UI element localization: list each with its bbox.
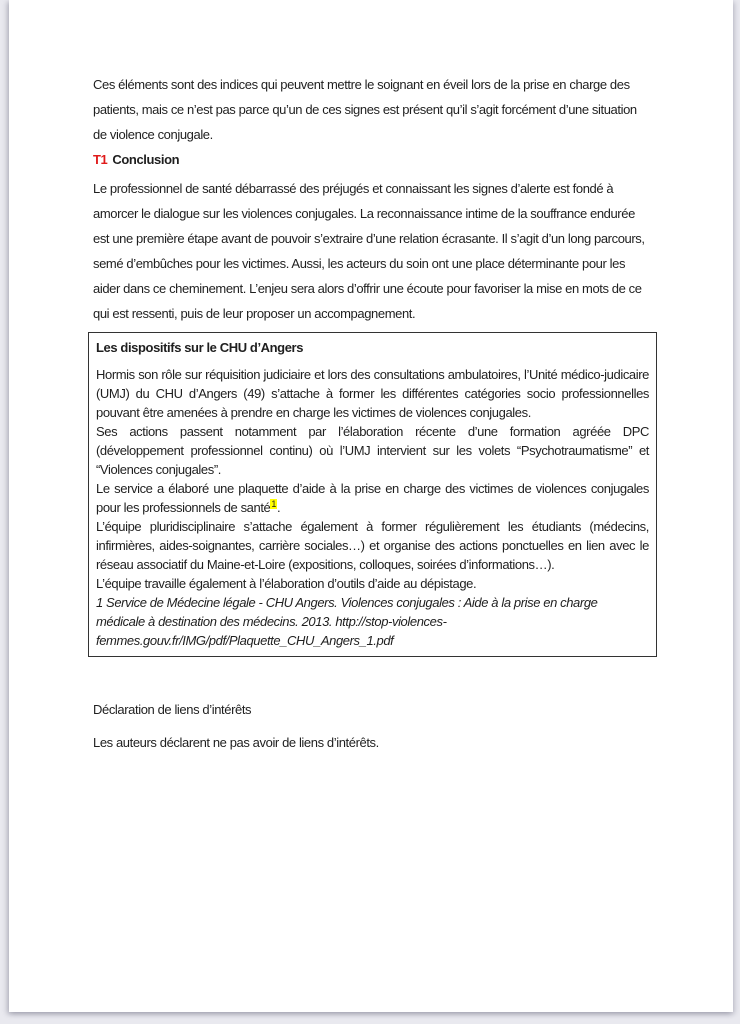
paragraph-actions: Ses actions passent notamment par l’élaboration récente d’une formation agréée DPC (développement professionnel continu) où l’UMJ intervient sur les volets “Psychotraumatisme” et “Violences conjugales”. (96, 424, 649, 477)
paragraph-outils: L’équipe travaille également à l’élaboration d’outils d’aide au dépistage. (96, 576, 477, 591)
paragraph-indices: Ces éléments sont des indices qui peuvent mettre le soignant en éveil lors de la prise en charge des patients, mais ce n’est pas parce qu’un de ces signes est présent qu’il s’agit forcément d’une situation de violence conjugale. (93, 77, 637, 142)
footnote-ref-highlighted: 1 (271, 498, 276, 509)
section-heading-conclusion (93, 147, 650, 172)
document-page (9, 0, 733, 1012)
page-content (9, 0, 733, 755)
heading-label: Conclusion (112, 152, 180, 167)
paragraph-etudiants: L’équipe pluridisciplinaire s’attache également à former régulièrement les étudiants (médecins, infirmières, aides-soignantes, carrière sociales…) et organise des actions ponctuelles en lien avec le réseau associatif du Maine-et-Loire (expositions, colloques, soirées d’informations…). (96, 519, 649, 572)
plaquette-suffix: . (276, 500, 281, 515)
heading-marker-t1: T1 (93, 152, 108, 167)
paragraph-conclusion: Le professionnel de santé débarrassé des préjugés et connaissant les signes d’alerte est fondé à amorcer le dialogue sur les violences conjugales. La reconnaissance intime de la souffrance endurée est une première étape avant de pouvoir s’extraire d’une relation écrasante. Il s’agit d’un long parcours, semé d’embûches pour les victimes. Aussi, les acteurs du soin ont une place déterminante pour les aider dans ce cheminement. L’enjeu sera alors d’offrir une écoute pour favoriser la mise en mots de ce qui est ressenti, puis de leur proposer un accompagnement. (93, 181, 645, 321)
encadre-chu-angers (88, 332, 657, 657)
paragraph-umj: Hormis son rôle sur réquisition judiciaire et lors des consultations ambulatoires, l’Unité médico-judicaire (UMJ) du CHU d’Angers (49) s’attache à former les différentes catégories socio professionnelles pouvant être amenées à prendre en charge les victimes de violences conjugales. (96, 367, 649, 420)
declaration-text: Les auteurs déclarent ne pas avoir de liens d’intérêts. (93, 735, 379, 750)
plaquette-text: Le service a élaboré une plaquette d’aide à la prise en charge des victimes de violences conjugales pour les professionnels de santé (96, 481, 649, 515)
box-title: Les dispositifs sur le CHU d’Angers (96, 340, 304, 355)
declaration-heading: Déclaration de liens d’intérêts (93, 702, 252, 717)
footnote-citation: 1 Service de Médecine légale - CHU Angers. Violences conjugales : Aide à la prise en charge médicale à destination des médecins. 2013. http://stop-violences-femmes.gouv.fr/IMG/pdf/Plaquette_CHU_Angers_1.pdf (96, 595, 598, 648)
paragraph-plaquette (96, 479, 649, 517)
